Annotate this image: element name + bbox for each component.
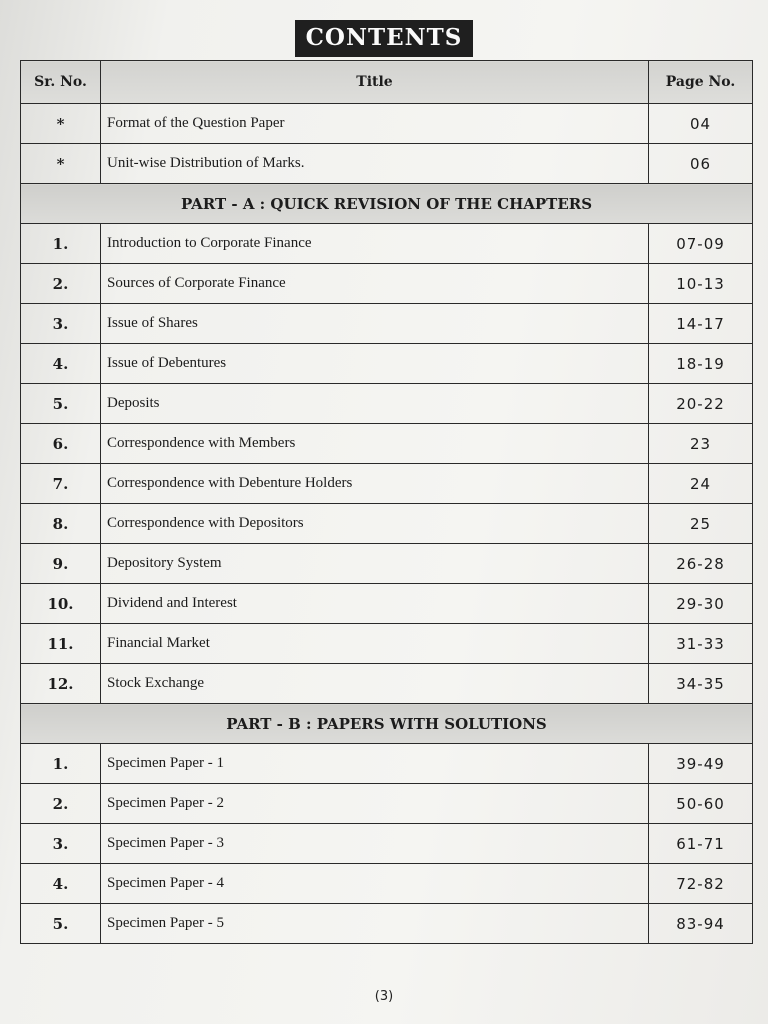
contents-table [20, 60, 753, 944]
table-row [21, 464, 753, 504]
header-sr-no: Sr. No. [21, 61, 101, 104]
row-page-no: 14-17 [649, 304, 753, 344]
row-title: Specimen Paper - 1 [101, 744, 649, 784]
table-row [21, 104, 753, 144]
row-page-no: 04 [649, 104, 753, 144]
row-title: Correspondence with Members [101, 424, 649, 464]
table-row [21, 544, 753, 584]
row-title: Introduction to Corporate Finance [101, 224, 649, 264]
row-page-no: 18-19 [649, 344, 753, 384]
row-sr-no: 8. [21, 504, 101, 544]
row-page-no: 10-13 [649, 264, 753, 304]
row-page-no: 72-82 [649, 864, 753, 904]
table-row [21, 784, 753, 824]
row-page-no: 83-94 [649, 904, 753, 944]
table-row [21, 664, 753, 704]
row-title: Correspondence with Depositors [101, 504, 649, 544]
table-row [21, 864, 753, 904]
row-sr-no: 5. [21, 384, 101, 424]
row-sr-no: 9. [21, 544, 101, 584]
header-title: Title [101, 61, 649, 104]
row-title: Depository System [101, 544, 649, 584]
row-page-no: 23 [649, 424, 753, 464]
row-page-no: 39-49 [649, 744, 753, 784]
row-sr-no: * [21, 144, 101, 184]
row-page-no: 26-28 [649, 544, 753, 584]
table-row [21, 824, 753, 864]
row-sr-no: 5. [21, 904, 101, 944]
row-title: Dividend and Interest [101, 584, 649, 624]
row-sr-no: 2. [21, 264, 101, 304]
row-title: Format of the Question Paper [101, 104, 649, 144]
table-body [21, 104, 753, 944]
contents-heading: CONTENTS [295, 20, 474, 57]
part-heading-row [21, 184, 753, 224]
row-sr-no: 3. [21, 304, 101, 344]
row-page-no: 61-71 [649, 824, 753, 864]
part-heading-row [21, 704, 753, 744]
table-row [21, 904, 753, 944]
row-page-no: 20-22 [649, 384, 753, 424]
header-page-no: Page No. [649, 61, 753, 104]
row-title: Specimen Paper - 2 [101, 784, 649, 824]
row-title: Correspondence with Debenture Holders [101, 464, 649, 504]
row-page-no: 24 [649, 464, 753, 504]
row-page-no: 50-60 [649, 784, 753, 824]
table-row [21, 344, 753, 384]
table-header-row [21, 61, 753, 104]
page-number: (3) [374, 989, 394, 1004]
row-title: Specimen Paper - 3 [101, 824, 649, 864]
table-row [21, 624, 753, 664]
row-page-no: 31-33 [649, 624, 753, 664]
row-page-no: 25 [649, 504, 753, 544]
row-title: Issue of Shares [101, 304, 649, 344]
row-sr-no: * [21, 104, 101, 144]
row-sr-no: 1. [21, 224, 101, 264]
row-page-no: 07-09 [649, 224, 753, 264]
table-row [21, 304, 753, 344]
row-sr-no: 10. [21, 584, 101, 624]
row-sr-no: 4. [21, 864, 101, 904]
table-row [21, 144, 753, 184]
table-row [21, 584, 753, 624]
part-heading: PART - B : PAPERS WITH SOLUTIONS [21, 704, 753, 744]
row-sr-no: 1. [21, 744, 101, 784]
row-title: Unit-wise Distribution of Marks. [101, 144, 649, 184]
row-sr-no: 3. [21, 824, 101, 864]
row-page-no: 06 [649, 144, 753, 184]
row-sr-no: 4. [21, 344, 101, 384]
row-title: Issue of Debentures [101, 344, 649, 384]
table-row [21, 504, 753, 544]
row-title: Specimen Paper - 5 [101, 904, 649, 944]
table-row [21, 224, 753, 264]
table-row [21, 264, 753, 304]
row-sr-no: 12. [21, 664, 101, 704]
row-title: Stock Exchange [101, 664, 649, 704]
row-sr-no: 2. [21, 784, 101, 824]
row-title: Sources of Corporate Finance [101, 264, 649, 304]
row-title: Financial Market [101, 624, 649, 664]
row-page-no: 34-35 [649, 664, 753, 704]
row-title: Deposits [101, 384, 649, 424]
part-heading: PART - A : QUICK REVISION OF THE CHAPTERS [21, 184, 753, 224]
table-row [21, 744, 753, 784]
row-sr-no: 7. [21, 464, 101, 504]
row-title: Specimen Paper - 4 [101, 864, 649, 904]
heading-wrap [0, 20, 768, 57]
row-sr-no: 6. [21, 424, 101, 464]
table-row [21, 424, 753, 464]
table-row [21, 384, 753, 424]
row-page-no: 29-30 [649, 584, 753, 624]
row-sr-no: 11. [21, 624, 101, 664]
